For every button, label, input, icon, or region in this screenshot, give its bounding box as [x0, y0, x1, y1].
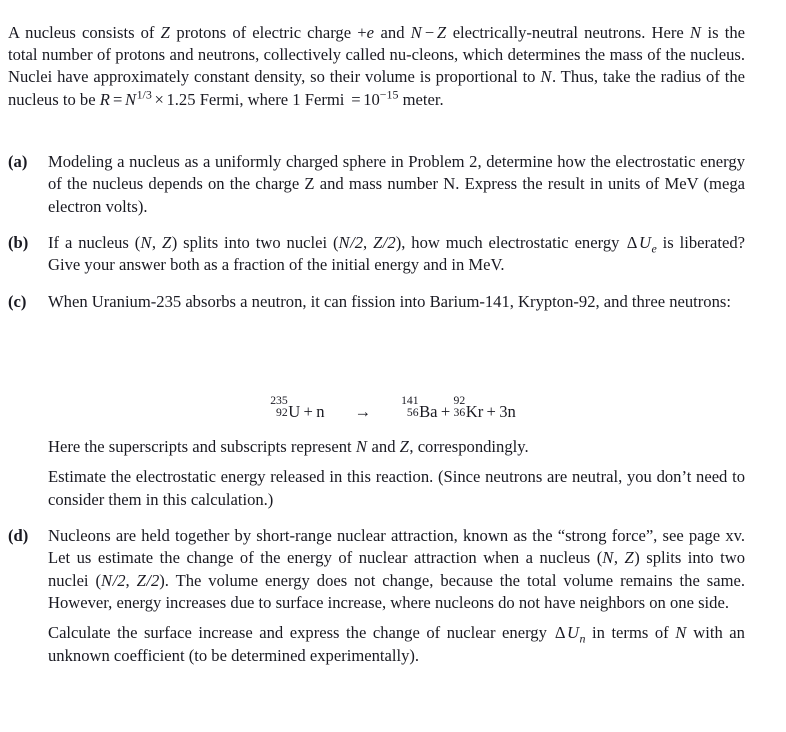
plus-operator-2: +	[440, 401, 451, 421]
barium-atomic-number: 56	[406, 406, 419, 420]
item-a-label: (a)	[8, 152, 28, 171]
item-d-body	[48, 525, 745, 667]
krypton-symbol: Kr	[465, 401, 484, 421]
equals-operator: =	[113, 89, 123, 109]
intro-text-5: is the total number of protons and neutrons, collectively called nu-cleons, which determines the mass of the nucleus. Nuclei have approximately constant density, so their volume is proportional to	[8, 22, 745, 87]
item-d-paragraph-1	[48, 525, 745, 614]
item-c-var-N: N	[355, 437, 367, 456]
item-b-text-4: is liberated? Give your answer both as a fraction of the initial energy and in MeV.	[48, 232, 746, 275]
item-d-half-2: /2	[146, 570, 160, 590]
plus-operator-3: +	[486, 401, 496, 421]
item-c-label: (c)	[8, 291, 27, 311]
item-d-var-N: N	[602, 548, 614, 568]
item-b-var-Z: Z	[161, 232, 172, 252]
variable-R: R	[99, 89, 110, 109]
item-b	[8, 232, 745, 277]
item-d-p2-text-2: in terms of	[585, 623, 676, 643]
krypton-prescripts	[454, 395, 466, 419]
item-d-comma-2: ,	[125, 570, 137, 590]
item-a-body: Modeling a nucleus as a uniformly charged sphere in Problem 2, determine how the electrostatic energy of the nucleus depends on the charge Z and mass number N. Express the result in units of MeV (mega electron volts).	[48, 152, 745, 216]
delta-symbol-2: Δ	[554, 623, 566, 643]
item-b-text-2: ) splits into two nuclei (	[171, 232, 339, 252]
item-c-note1-text-1: Here the superscripts and subscripts represent	[48, 437, 356, 456]
equation-inner	[270, 396, 516, 423]
variable-Z: Z	[160, 22, 170, 42]
barium-prescripts	[401, 395, 419, 419]
minus-operator: −	[424, 22, 435, 42]
item-b-comma-1: ,	[151, 232, 162, 252]
variable-e: e	[366, 22, 374, 42]
variable-N-3: N	[540, 67, 552, 87]
item-b-body	[48, 232, 745, 277]
intro-text-8: meter.	[398, 89, 444, 109]
barium-symbol: Ba	[419, 401, 438, 421]
value-1-25: 1.25	[166, 89, 196, 109]
item-b-label: (b)	[8, 232, 29, 252]
exponent-minus-15: −15	[379, 87, 399, 101]
intro-text-4: electrically-neutral neutrons. Here	[446, 22, 690, 42]
reaction-arrow: →	[354, 401, 372, 421]
item-d-paragraph-2	[48, 622, 745, 667]
energy-Un-symbol: U	[567, 623, 580, 643]
intro-text-7: , where 1 Fermi	[239, 89, 349, 109]
krypton-atomic-number: 36	[453, 406, 466, 420]
item-c-notes	[8, 436, 745, 511]
subscript-n: n	[579, 631, 586, 646]
item-d-label: (d)	[8, 525, 29, 545]
item-d-var-Z: Z	[624, 548, 634, 568]
times-operator: ×	[154, 89, 164, 109]
krypton-mass-number: 92	[453, 394, 466, 408]
exponent-one-third: 1/3	[136, 87, 152, 101]
item-d-text-2: ) splits into two nuclei (	[48, 548, 745, 590]
item-b-var-N: N	[140, 232, 152, 252]
item-c-body: When Uranium-235 absorbs a neutron, it can fission into Barium-141, Krypton-92, and three neutrons:	[48, 291, 731, 311]
intro-text-2: protons of electric charge +	[170, 22, 367, 42]
item-d-half-1: /2	[112, 570, 126, 590]
item-d-comma-1: ,	[613, 548, 625, 568]
fission-reaction-equation	[0, 396, 786, 423]
item-d	[8, 525, 745, 667]
item-b-comma-2: ,	[363, 232, 374, 252]
variable-N-2: N	[689, 22, 701, 42]
item-a	[8, 151, 745, 218]
subscript-e: e	[651, 241, 657, 256]
item-c-var-Z: Z	[399, 437, 409, 456]
equals-operator-2: =	[351, 89, 361, 109]
uranium-prescripts	[270, 395, 288, 419]
item-b-half-1: /2	[350, 232, 364, 252]
nuclide-barium-141	[401, 396, 437, 423]
intro-paragraph	[8, 22, 745, 111]
nuclide-uranium-235	[270, 396, 300, 423]
item-b-text-1: If a nucleus (	[48, 232, 141, 252]
item-c	[8, 291, 745, 313]
unit-fermi: Fermi	[199, 89, 240, 109]
nuclide-krypton-92	[454, 396, 484, 423]
item-d-var-Z-2: Z	[136, 570, 146, 590]
value-ten: 10	[363, 89, 380, 109]
item-b-var-Z-2: Z	[373, 232, 383, 252]
item-c-note1-text-3: , correspondingly.	[409, 437, 529, 456]
variable-N-4: N	[125, 89, 137, 109]
item-b-half-2: /2	[382, 232, 396, 252]
plus-operator-1: +	[303, 401, 313, 421]
variable-N: N	[410, 22, 422, 42]
intro-text-6: . Thus, take the radius of the nucleus to be	[8, 67, 745, 109]
neutron-reactant: n	[316, 401, 325, 421]
variable-Z-2: Z	[436, 22, 447, 42]
intro-text-1: A nucleus consists of	[8, 22, 161, 42]
energy-U-symbol: U	[638, 232, 651, 252]
intro-text-3: and	[374, 22, 411, 42]
item-c-note-2: Estimate the electrostatic energy released in this reaction. (Since neutrons are neutral, you don’t need to consider them in this calculation.)	[48, 467, 745, 509]
item-d-p2-text-1: Calculate the surface increase and express the change of nuclear energy	[48, 623, 554, 643]
uranium-atomic-number: 92	[276, 406, 288, 420]
neutrons-product: 3n	[499, 401, 516, 421]
item-d-var-N-2: N	[101, 570, 113, 590]
uranium-mass-number: 235	[270, 394, 288, 408]
item-d-var-N-3: N	[675, 623, 687, 643]
item-b-text-3: ), how much electrostatic energy	[395, 232, 626, 252]
item-d-text-3: ). The volume energy does not change, because the total volume remains the same. However, energy increases due to surface increase, where nucleons do not have neighbors on one side.	[48, 570, 746, 612]
uranium-symbol: U	[288, 401, 301, 421]
item-d-p2-text-3: with an unknown coefficient (to be determined experimentally).	[48, 623, 745, 665]
item-c-note1-text-2: and	[367, 437, 400, 456]
delta-symbol: Δ	[626, 232, 638, 252]
tail-section	[8, 437, 746, 681]
item-d-text-1: Nucleons are held together by short-range nuclear attraction, known as the “strong force”, see page xv. Let us estimate the change of the energy of nuclear attraction when a nucleus (	[48, 525, 745, 568]
item-c-note-1	[48, 436, 745, 458]
problem-parts-list	[8, 151, 745, 327]
item-b-var-N-2: N	[338, 232, 350, 252]
barium-mass-number: 141	[401, 394, 419, 408]
